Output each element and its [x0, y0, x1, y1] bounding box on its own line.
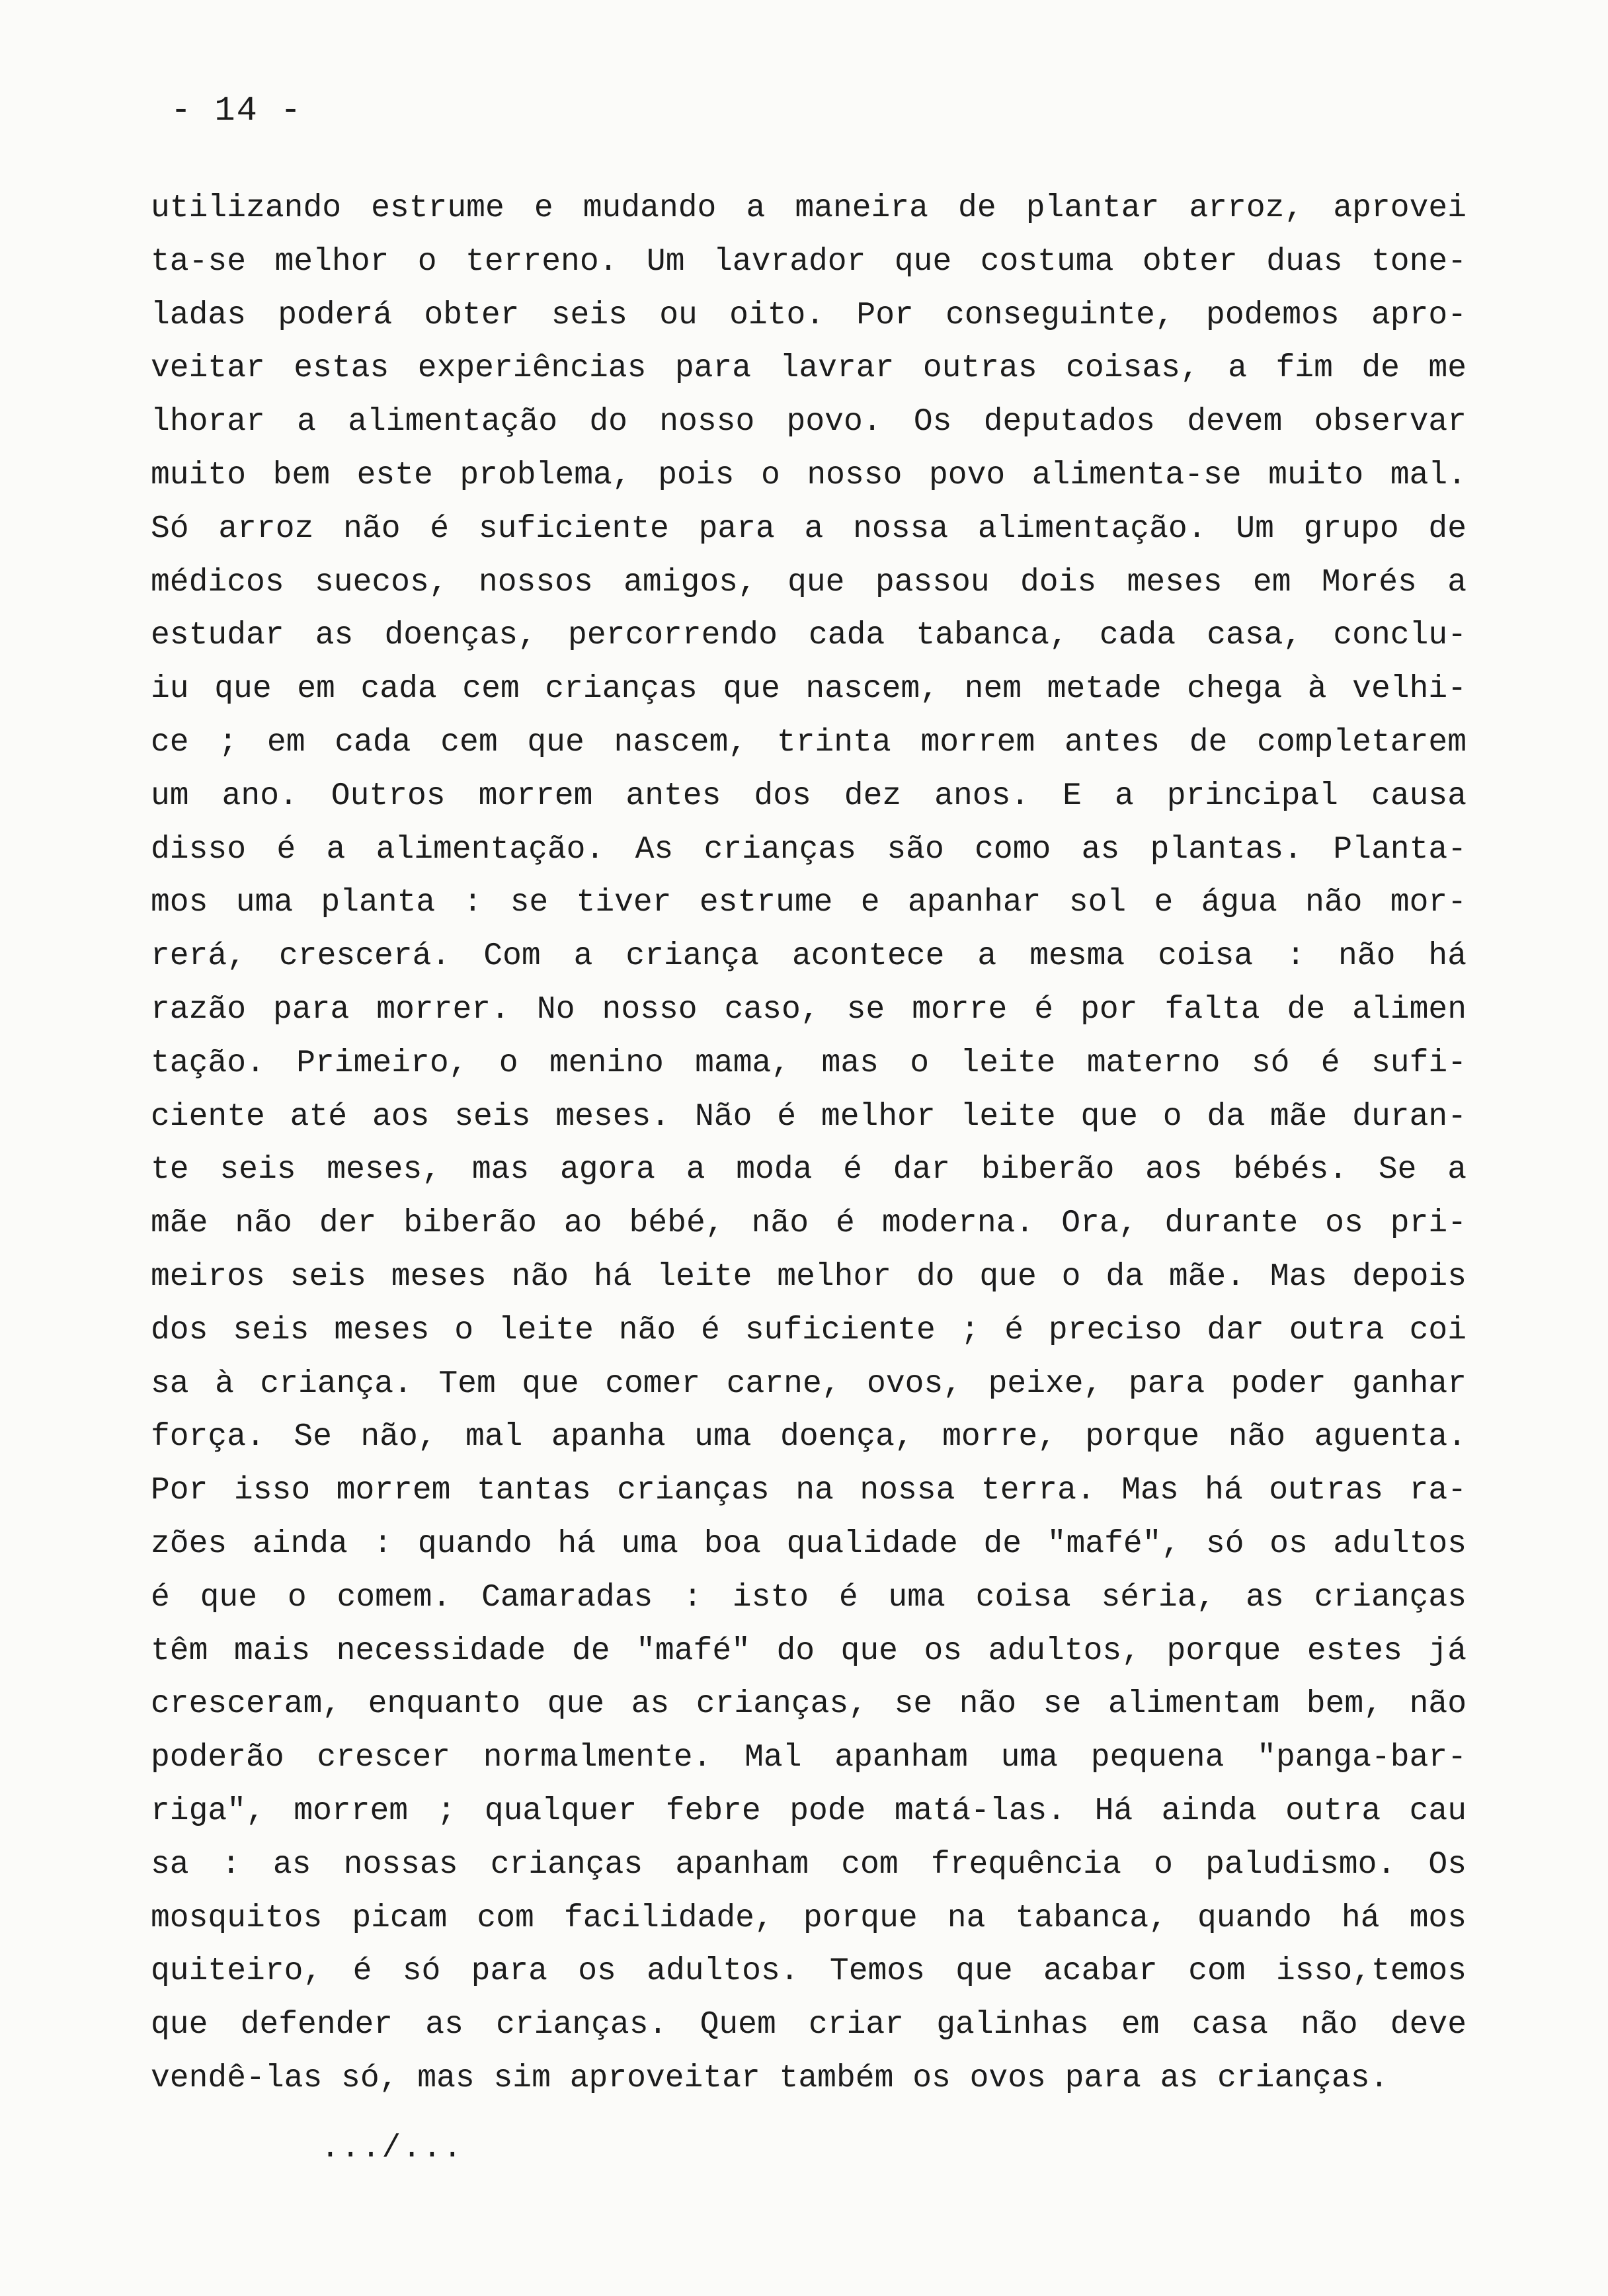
- page-number: - 14 -: [171, 91, 303, 130]
- text-line: Por isso morrem tantas crianças na nossa terra. Mas há outras ra-: [151, 1473, 1467, 1509]
- text-line: ciente até aos seis meses. Não é melhor leite que o da mãe duran-: [151, 1098, 1467, 1135]
- text-line: dos seis meses o leite não é suficiente ; é preciso dar outra coi: [151, 1312, 1467, 1348]
- text-line: mãe não der biberão ao bébé, não é moderna. Ora, durante os pri-: [151, 1206, 1467, 1242]
- text-line: mos uma planta : se tiver estrume e apanhar sol e água não mor-: [151, 885, 1467, 921]
- text-line: força. Se não, mal apanha uma doença, morre, porque não aguenta.: [151, 1419, 1467, 1456]
- continuation-mark: .../...: [321, 2131, 463, 2166]
- text-line: disso é a alimentação. As crianças são como as plantas. Planta-: [151, 831, 1467, 868]
- text-line: vendê-las só, mas sim aproveitar também os ovos para as crianças.: [151, 2060, 1389, 2096]
- text-line: quiteiro, é só para os adultos. Temos que acabar com isso,temos: [151, 1953, 1467, 1990]
- text-line: sa : as nossas crianças apanham com frequência o paludismo. Os: [151, 1846, 1467, 1883]
- text-line: razão para morrer. No nosso caso, se morre é por falta de alimen: [151, 991, 1467, 1028]
- text-line: rerá, crescerá. Com a criança acontece a mesma coisa : não há: [151, 938, 1467, 975]
- text-line: que defender as crianças. Quem criar galinhas em casa não deve: [151, 2007, 1467, 2043]
- text-line: médicos suecos, nossos amigos, que passou dois meses em Morés a: [151, 564, 1467, 600]
- text-line: utilizando estrume e mudando a maneira de plantar arroz, aprovei: [151, 190, 1467, 226]
- text-line: sa à criança. Tem que comer carne, ovos, peixe, para poder ganhar: [151, 1366, 1467, 1402]
- text-line: ta-se melhor o terreno. Um lavrador que costuma obter duas tone-: [151, 243, 1467, 280]
- text-line: ladas poderá obter seis ou oito. Por conseguinte, podemos apro-: [151, 297, 1467, 333]
- text-line: veitar estas experiências para lavrar outras coisas, a fim de me: [151, 350, 1467, 387]
- text-line: meiros seis meses não há leite melhor do que o da mãe. Mas depois: [151, 1258, 1467, 1295]
- text-line: muito bem este problema, pois o nosso povo alimenta-se muito mal.: [151, 457, 1467, 493]
- text-line: iu que em cada cem crianças que nascem, nem metade chega à velhi-: [151, 671, 1467, 708]
- text-line: poderão crescer normalmente. Mal apanham uma pequena "panga-bar-: [151, 1740, 1467, 1776]
- text-line: tação. Primeiro, o menino mama, mas o leite materno só é sufi-: [151, 1045, 1467, 1081]
- text-line: é que o comem. Camaradas : isto é uma coisa séria, as crianças: [151, 1579, 1467, 1616]
- body-text: [151, 182, 1467, 2106]
- text-line: zões ainda : quando há uma boa qualidade de "mafé", só os adultos: [151, 1526, 1467, 1562]
- text-line: lhorar a alimentação do nosso povo. Os deputados devem observar: [151, 404, 1467, 440]
- text-line: têm mais necessidade de "mafé" do que os adultos, porque estes já: [151, 1633, 1467, 1669]
- text-line: cresceram, enquanto que as crianças, se não se alimentam bem, não: [151, 1686, 1467, 1723]
- text-line: mosquitos picam com facilidade, porque na tabanca, quando há mos: [151, 1900, 1467, 1936]
- text-line: riga", morrem ; qualquer febre pode matá-las. Há ainda outra cau: [151, 1793, 1467, 1829]
- text-line: Só arroz não é suficiente para a nossa alimentação. Um grupo de: [151, 511, 1467, 547]
- text-line: te seis meses, mas agora a moda é dar biberão aos bébés. Se a: [151, 1152, 1467, 1188]
- text-line: estudar as doenças, percorrendo cada tabanca, cada casa, conclu-: [151, 618, 1467, 654]
- text-line: um ano. Outros morrem antes dos dez anos. E a principal causa: [151, 778, 1467, 814]
- text-line: ce ; em cada cem que nascem, trinta morrem antes de completarem: [151, 724, 1467, 760]
